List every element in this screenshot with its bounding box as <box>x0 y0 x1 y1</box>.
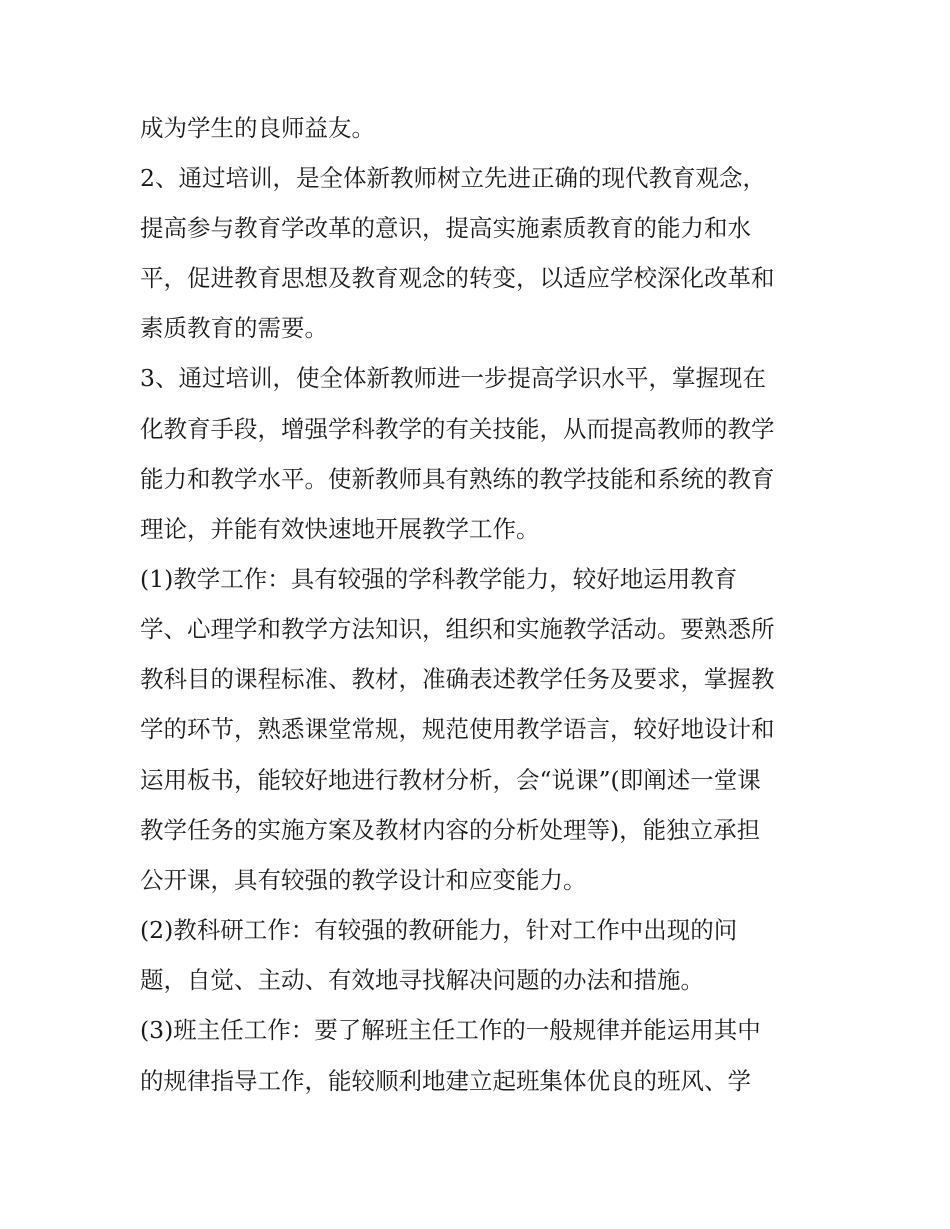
text-line: 题，自觉、主动、有效地寻找解决问题的办法和措施。 <box>140 966 704 994</box>
text-line: 化教育手段，增强学科教学的有关技能，从而提高教师的教学 <box>140 415 775 443</box>
text-line: (1)教学工作：具有较强的学科教学能力，较好地运用教育 <box>140 565 738 593</box>
text-line: 教科目的课程标准、教材，准确表述教学任务及要求，掌握教 <box>140 665 775 693</box>
text-line: 成为学生的良师益友。 <box>140 114 375 142</box>
text-line: (3)班主任工作：要了解班主任工作的一般规律并能运用其中 <box>140 1016 761 1044</box>
text-line: 提高参与教育学改革的意识，提高实施素质教育的能力和水 <box>140 214 751 242</box>
text-line: 能力和教学水平。使新教师具有熟练的教学技能和系统的教育 <box>140 465 775 493</box>
text-line: 公开课，具有较强的教学设计和应变能力。 <box>140 866 587 894</box>
text-line: 教学任务的实施方案及教材内容的分析处理等)，能独立承担 <box>140 816 761 844</box>
text-line: 3、通过培训，使全体新教师进一步提高学识水平，掌握现在 <box>140 364 766 392</box>
text-line: 的规律指导工作，能较顺利地建立起班集体优良的班风、学 <box>140 1067 751 1095</box>
text-line: 理论，并能有效快速地开展教学工作。 <box>140 515 540 543</box>
text-line: 素质教育的需要。 <box>140 314 328 342</box>
text-line: 平，促进教育思想及教育观念的转变，以适应学校深化改革和 <box>140 264 775 292</box>
text-line: 运用板书，能较好地进行教材分析，会“说课”(即阐述一堂课 <box>140 766 761 794</box>
text-line: 2、通过培训，是全体新教师树立先进正确的现代教育观念， <box>140 164 766 192</box>
text-line: (2)教科研工作：有较强的教研能力，针对工作中出现的问 <box>140 916 738 944</box>
text-line: 学的环节，熟悉课堂常规，规范使用教学语言，较好地设计和 <box>140 715 775 743</box>
text-line: 学、心理学和教学方法知识，组织和实施教学活动。要熟悉所 <box>140 615 775 643</box>
